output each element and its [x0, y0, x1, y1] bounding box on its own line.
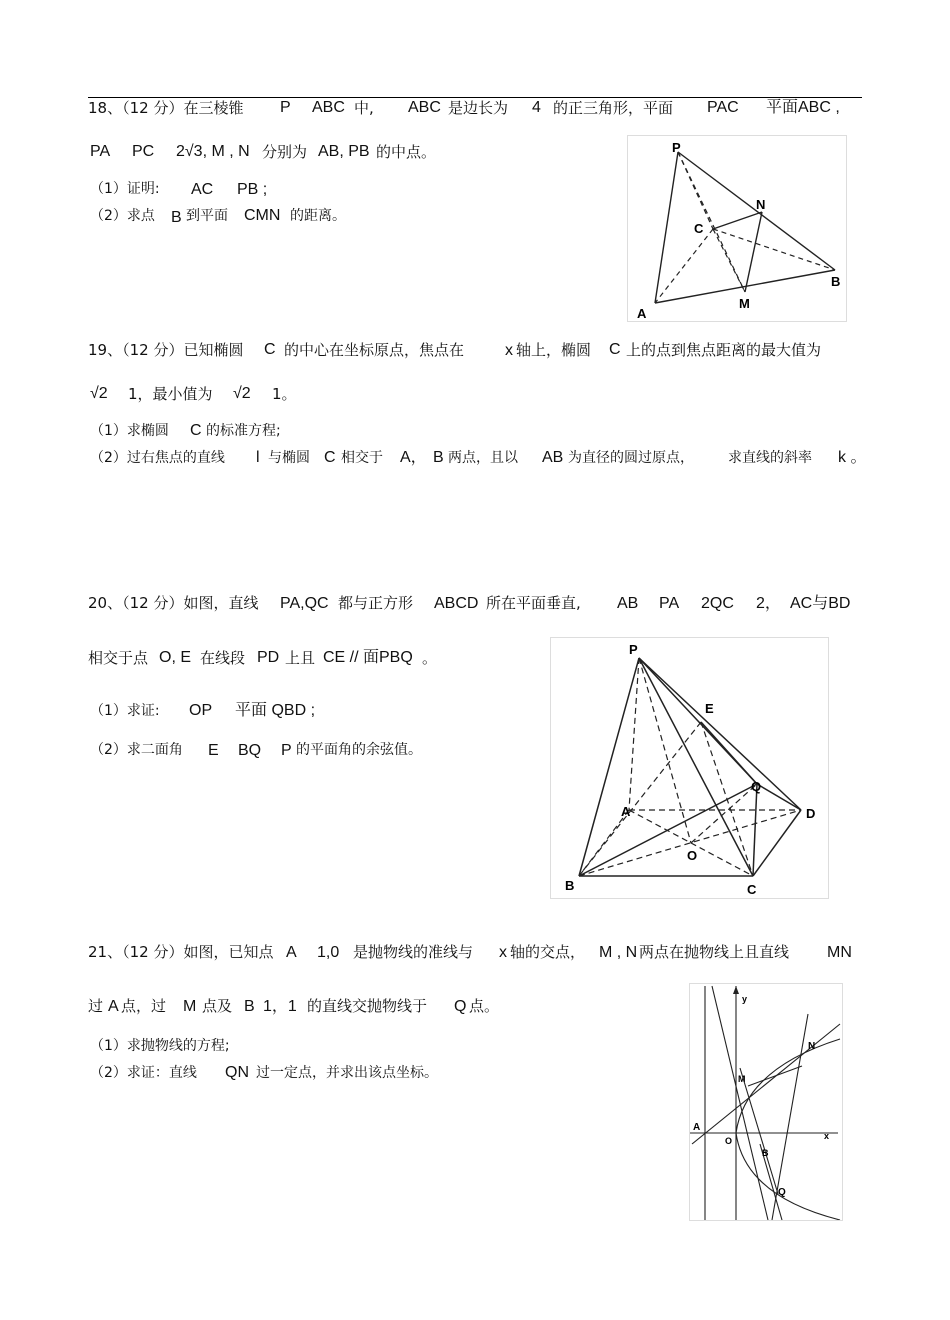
q21-part1: （1）求抛物线的方程; [90, 1038, 230, 1054]
q21-l2-q: Q [454, 998, 467, 1015]
q19-head: 19、（12 分）已知椭圆 [88, 341, 244, 359]
pyramid-figure [627, 135, 847, 322]
q20-part1-op: OP [189, 702, 213, 719]
q21-l2-end: 点。 [469, 997, 500, 1015]
q19-one2: 1。 [272, 385, 297, 403]
fig21-label-q: Q [778, 1187, 786, 1198]
fig18-label-n: N [756, 197, 766, 212]
q18-plane2: 平面ABC , [766, 99, 840, 116]
q19-part2-circ: 为直径的圆过原点， [568, 450, 694, 466]
q20-pa: PA [659, 595, 680, 612]
q20-paqc: PA,QC [280, 595, 329, 612]
q21-axis: 轴的交点， [510, 943, 586, 961]
q21-l2-b: B [244, 998, 255, 1015]
q19-part2-label: （2）过右焦点的直线 [90, 450, 225, 466]
q20-l2-pd: PD [257, 649, 280, 666]
q21-mn: M , N [599, 944, 638, 961]
fig18-label-m: M [739, 296, 750, 311]
q18-part1-ac: AC [191, 181, 214, 198]
q21-part2-end: 过一定点，并求出该点坐标。 [256, 1065, 438, 1081]
q20-part1-label: （1）求证: [90, 703, 160, 719]
fig18-label-a: A [637, 306, 647, 321]
q20-perp: 都与正方形 [338, 594, 414, 612]
fig21-label-n: N [808, 1041, 816, 1052]
fig20-label-c: C [747, 882, 757, 897]
fig20-label-b: B [565, 878, 575, 893]
fig21-label-a: A [693, 1122, 701, 1133]
fig21-label-x: x [824, 1131, 830, 1141]
fig20-label-p: P [629, 642, 638, 657]
q18-p: P [280, 99, 291, 116]
fig21-label-o: O [725, 1136, 733, 1146]
q21-l2-m: M [183, 998, 197, 1015]
q18-abc2: ABC [408, 99, 441, 116]
q19-part2-mid: 与椭圆 [268, 450, 310, 466]
q21-l2-guo: 过 [88, 997, 104, 1015]
q20-perp2: 所在平面垂直, [486, 594, 581, 612]
q19-part2-ask: 求直线的斜率 [728, 450, 812, 466]
q20-part2-p: P [281, 742, 292, 759]
q21-l2-line: 的直线交抛物线于 [307, 997, 428, 1015]
q18-part2-b: B [171, 209, 182, 226]
q18-part2-label: （2）求点 [90, 208, 155, 224]
q19-axis: 轴上，椭圆 [516, 341, 592, 359]
q21-x: x [499, 944, 507, 961]
q19-part2-b: B [433, 449, 444, 466]
q21-part2-qn: QN [225, 1064, 249, 1081]
q18-l2-mid: 分别为 [262, 143, 308, 161]
q20-l2-oe: O, E [159, 649, 192, 666]
fig20-label-e: E [705, 701, 714, 716]
fig20-label-o: O [687, 848, 698, 863]
header-rule [88, 97, 862, 98]
q19-part2-pts: 两点，且以 [448, 450, 518, 466]
fig21-label-b: B [762, 1148, 769, 1158]
q21-head: 21、（12 分）如图，已知点 [88, 943, 274, 961]
q19-part2-k: k 。 [838, 449, 867, 466]
q20-acbd: AC与BD [790, 595, 851, 612]
q21-l2-bc: 1，1 [263, 998, 297, 1015]
q18-l2-val: 2√3, M , N [176, 143, 250, 160]
q19-one: 1，最小值为 [128, 385, 213, 403]
q19-part1-label: （1）求椭圆 [90, 423, 169, 439]
q18-tri-text: 的正三角形，平面 [553, 99, 674, 117]
fig20-label-d: D [806, 806, 816, 821]
q18-abc: ABC [312, 99, 345, 116]
fig18-label-c: C [694, 221, 704, 236]
q18-l2-pc: PC [132, 143, 155, 160]
q18-pac: PAC [707, 99, 739, 116]
fig18-label-p: P [672, 140, 681, 155]
q19-c: C [264, 341, 276, 358]
q21-part2-label: （2）求证：直线 [90, 1065, 197, 1081]
q21-mn2: MN [827, 944, 852, 961]
q20-l2-start: 相交于点 [88, 649, 149, 667]
q19-part2-l: l [256, 449, 260, 466]
q19-part1-c: C [190, 422, 202, 439]
q20-l2-end: 。 [422, 649, 438, 667]
q19-part2-c: C [324, 449, 336, 466]
q20-part2-e: E [208, 742, 219, 759]
fig20-label-a: A [621, 804, 631, 819]
fig20-label-q: Q [751, 779, 762, 794]
q21-mid: 是抛物线的准线与 [353, 943, 474, 961]
q20-part2-bq: BQ [238, 742, 262, 759]
q18-part1-pb: PB ; [237, 181, 268, 198]
q18-head: 18、（12 分）在三棱锥 [88, 99, 244, 117]
q21-l2-a: A [108, 998, 119, 1015]
square-pyramid-figure [550, 637, 829, 899]
fig18-label-b: B [831, 274, 841, 289]
q18-zhong: 中, [354, 99, 374, 117]
q20-head: 20、（12 分）如图，直线 [88, 594, 259, 612]
q20-part2-label: （2）求二面角 [90, 742, 183, 758]
q19-part2-inter: 相交于 [341, 450, 383, 466]
q18-part1-label: （1）证明: [90, 181, 160, 197]
q21-coord: 1,0 [317, 944, 340, 961]
q18-part2-cmn: CMN [244, 207, 281, 224]
q19-part2-ab: AB [542, 449, 564, 466]
q19-center: 的中心在坐标原点，焦点在 [284, 341, 465, 359]
fig21-label-y: y [742, 994, 748, 1004]
q21-a: A [286, 944, 297, 961]
q19-max: √2 [90, 385, 108, 402]
q19-part2-a: A， [400, 449, 427, 466]
q20-l2-ce: CE // 面PBQ [323, 649, 413, 666]
q18-side: 4 [532, 99, 541, 116]
q20-ab: AB [617, 595, 639, 612]
q20-abcd: ABCD [434, 595, 479, 612]
q19-end: 上的点到焦点距离的最大值为 [626, 341, 822, 359]
q18-l2-end: 的中点。 [376, 143, 437, 161]
q20-two: 2， [756, 595, 781, 612]
q21-cond: 两点在抛物线上且直线 [639, 943, 790, 961]
parabola-figure [689, 983, 843, 1221]
fig21-label-m: M [738, 1074, 746, 1084]
q18-l2-pa: PA [90, 143, 111, 160]
q18-l2-ab: AB, PB [318, 143, 370, 160]
q19-min: √2 [233, 385, 251, 402]
q20-part2-end: 的平面角的余弦值。 [296, 742, 422, 758]
q19-part1-end: 的标准方程; [206, 423, 281, 439]
q18-side-text: 是边长为 [448, 99, 509, 117]
q19-c2: C [609, 341, 621, 358]
q20-qc: 2QC [701, 595, 734, 612]
q20-l2-and: 上且 [285, 649, 316, 667]
q18-part2-end: 的距离。 [290, 208, 346, 224]
q20-part1-plane: 平面 QBD ; [235, 702, 316, 719]
q21-l2-and: 点及 [202, 997, 233, 1015]
q20-l2-seg: 在线段 [200, 649, 246, 667]
q18-part2-mid: 到平面 [186, 208, 228, 224]
q19-x: x [505, 342, 513, 359]
q21-l2-pt: 点，过 [121, 997, 167, 1015]
